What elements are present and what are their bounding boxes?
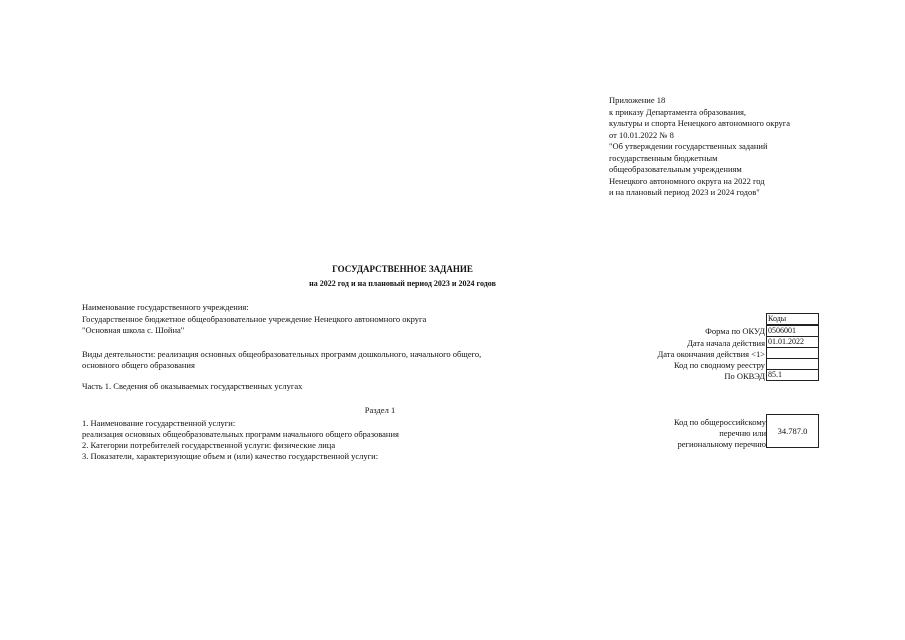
codes-label-start-date: Дата начала действия <box>687 338 765 348</box>
registry-code-box: 34.787.0 <box>766 414 819 448</box>
codes-value-okud: 0506001 <box>766 325 819 337</box>
codes-label-okved: По ОКВЭД <box>724 371 765 381</box>
part1-heading: Часть 1. Сведения об оказываемых государственных услугах <box>82 381 303 391</box>
section-heading: Раздел 1 <box>364 405 396 415</box>
activities-line1: Виды деятельности: реализация основных общеобразовательных программ дошкольного, начального общего, <box>82 349 482 359</box>
registry-label-line2: перечню или <box>719 428 766 438</box>
appendix-line: государственным бюджетным <box>609 152 718 163</box>
institution-name-line1: Государственное бюджетное общеобразовательное учреждение Ненецкого автономного округа <box>82 314 427 324</box>
registry-label-line1: Код по общероссийскому <box>673 417 766 427</box>
institution-heading: Наименование государственного учреждения: <box>82 302 249 312</box>
appendix-line: и на плановый период 2023 и 2024 годов" <box>609 187 760 197</box>
institution-name-line2: "Основная школа с. Шойна" <box>82 325 185 335</box>
codes-label-okud: Форма по ОКУД <box>705 326 765 336</box>
appendix-line: Ненецкого автономного округа на 2022 год <box>609 175 765 186</box>
codes-value-start-date: 01.01.2022 <box>766 336 819 348</box>
document-title: ГОСУДАРСТВЕННОЕ ЗАДАНИЕ <box>332 264 473 274</box>
codes-label-end-date: Дата окончания действия <1> <box>657 349 765 359</box>
codes-value-registry <box>766 358 819 370</box>
service-name-heading: 1. Наименование государственной услуги: <box>82 418 236 428</box>
service-name: реализация основных общеобразовательных программ начального общего образования <box>82 429 399 439</box>
codes-header: Коды <box>766 313 819 325</box>
appendix-line: общеобразовательным учреждениям <box>609 164 742 174</box>
activities-line2: основного общего образования <box>82 360 195 370</box>
appendix-note <box>609 95 790 199</box>
codes-value-okved: 85.1 <box>766 369 819 381</box>
appendix-line: Приложение 18 <box>609 95 666 105</box>
document-period: на 2022 год и на плановый период 2023 и 2024 годов <box>309 279 496 288</box>
appendix-line: к приказу Департамента образования, <box>609 106 747 117</box>
appendix-line: "Об утверждении государственных заданий <box>609 141 768 151</box>
consumer-category: 2. Категории потребителей государственной услуги: физические лица <box>82 440 336 450</box>
registry-label-line3: региональному перечню <box>677 439 766 449</box>
indicators-heading: 3. Показатели, характеризующие объем и (или) качество государственной услуги: <box>82 451 379 461</box>
appendix-line: от 10.01.2022 № 8 <box>609 129 674 140</box>
appendix-line: культуры и спорта Ненецкого автономного округа <box>609 118 791 128</box>
codes-value-end-date <box>766 347 819 359</box>
codes-label-registry: Код по сводному реестру <box>673 360 765 370</box>
